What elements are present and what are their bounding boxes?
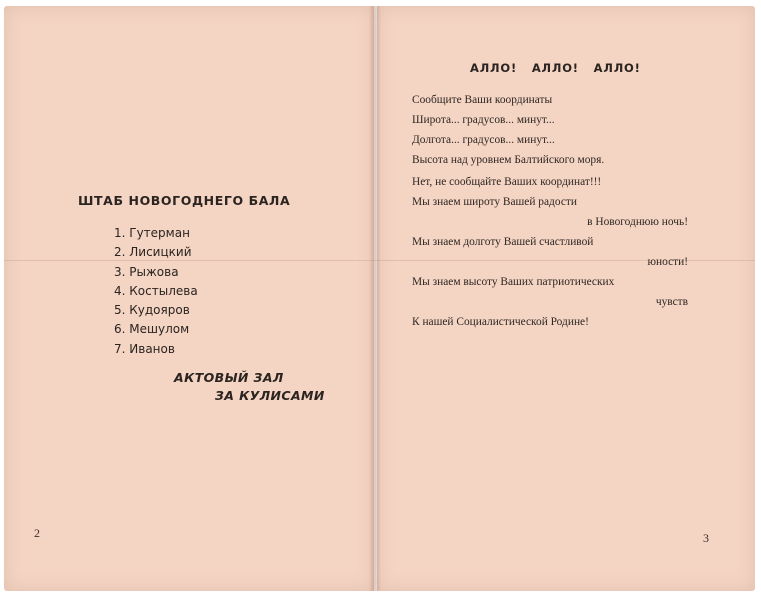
page-number-right: 3: [703, 531, 709, 545]
book-gutter: [369, 6, 381, 591]
staff-list: [114, 224, 198, 359]
poem-line: Нет, не сообщайте Ваших координат!!!: [412, 176, 602, 188]
poem-line: юности!: [647, 256, 688, 268]
poem-line: Мы знаем долготу Вашей счастливой: [412, 236, 594, 248]
staff-member: 1. Гутерман: [114, 226, 190, 240]
poem-line: Долгота... градусов... минут...: [412, 134, 555, 146]
staff-member: 4. Костылева: [114, 283, 198, 298]
staff-member: 2. Лисицкий: [114, 245, 192, 260]
staff-member: 6. Мешулом: [114, 322, 190, 337]
staff-member: 5. Кудояров: [114, 303, 190, 318]
poem-line: Высота над уровнем Балтийского моря.: [412, 154, 605, 166]
poem-line: Сообщите Ваши координаты: [412, 94, 553, 106]
page-number-left: 2: [34, 526, 40, 540]
poem-line: Широта... градусов... минут...: [412, 114, 555, 126]
poem-stanza-2: [412, 172, 688, 332]
hello-heading: АЛЛО! АЛЛО! АЛЛО!: [470, 61, 641, 75]
poem-line: Мы знаем высоту Ваших патриотических: [412, 276, 615, 288]
venue-line-2: ЗА КУЛИСАМИ: [215, 388, 325, 403]
venue-line-1: АКТОВЫЙ ЗАЛ: [174, 370, 284, 385]
poem-line: Мы знаем широту Вашей радости: [412, 196, 577, 208]
staff-title: ШТАБ НОВОГОДНЕГО БАЛА: [78, 193, 291, 208]
staff-member: 3. Рыжова: [114, 264, 179, 279]
poem-line: К нашей Социалистической Родине!: [412, 316, 589, 328]
staff-member: 7. Иванов: [114, 341, 175, 356]
poem-stanza-1: [412, 90, 688, 170]
poem-line: чувств: [655, 296, 688, 308]
poem-line: в Новогоднюю ночь!: [587, 216, 688, 228]
